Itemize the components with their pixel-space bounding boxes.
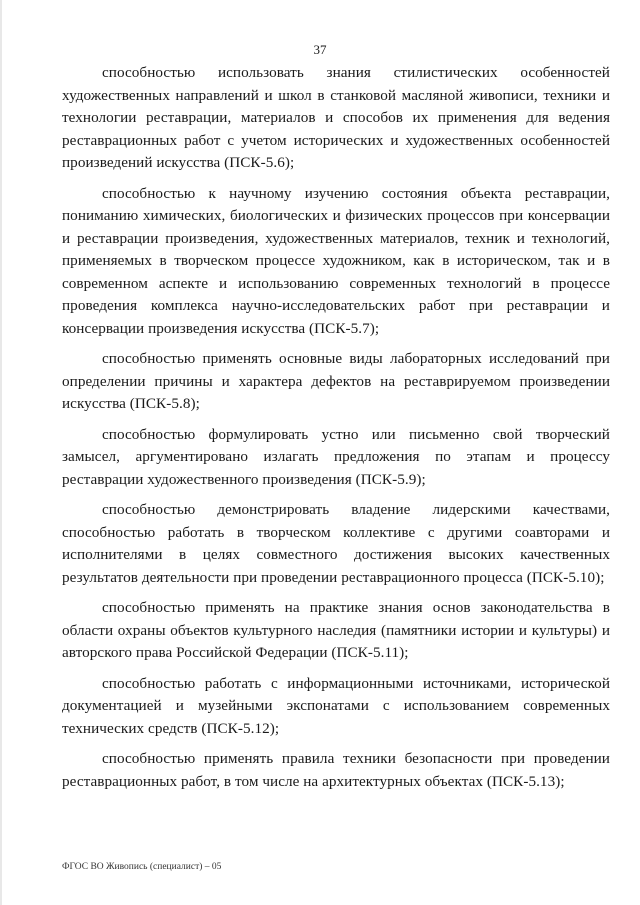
paragraph-psk-5-7: способностью к научному изучению состояния объекта реставрации, пониманию химических, биологических и физических процессов при консервации и реставрации произведения, художественных материалов, техник и технологий, применяемых в творческом процессе художником, как в историческом, так и в современном аспекте и использованию современных технологий в процессе проведения комплекса научно-исследовательских работ при реставрации и консервации произведения искусства (ПСК-5.7); bbox=[62, 184, 610, 337]
paragraph-psk-5-11: способностью применять на практике знания основ законодательства в области охраны объектов культурного наследия (памятники истории и культуры) и авторского права Российской Федерации (ПСК-5.11); bbox=[62, 599, 610, 661]
paragraph-psk-5-8: способностью применять основные виды лабораторных исследований при определении причины и характера дефектов на реставрируемом произведении искусства (ПСК-5.8); bbox=[62, 350, 610, 412]
paragraph-psk-5-6: способностью использовать знания стилистических особенностей художественных направлений и школ в станковой масляной живописи, техники и технологии реставрации, материалов и способов их применения для ведения реставрационных работ с учетом исторических и художественных особенностей произведений искусства (ПСК-5.6); bbox=[62, 64, 610, 171]
paragraph-psk-5-13: способностью применять правила техники безопасности при проведении реставрационных работ, в том числе на архитектурных объектах (ПСК-5.13); bbox=[62, 750, 610, 790]
paragraph-psk-5-10: способностью демонстрировать владение лидерскими качествами, способностью работать в творческом коллективе с другими соавторами и исполнителями в целях совместного достижения высоких качественных результатов деятельности при проведении реставрационного процесса (ПСК-5.10); bbox=[62, 501, 610, 586]
scan-edge bbox=[0, 0, 2, 905]
page-number: 37 bbox=[313, 42, 327, 57]
document-body bbox=[62, 62, 610, 801]
document-footer: ФГОС ВО Живопись (специалист) – 05 bbox=[62, 862, 222, 872]
paragraph-psk-5-9: способностью формулировать устно или письменно свой творческий замысел, аргументировано излагать предложения по этапам и процессу реставрации художественного произведения (ПСК-5.9); bbox=[62, 425, 610, 488]
paragraph-psk-5-12: способностью работать с информационными источниками, исторической документацией и музейными экспонатами с использованием современных технических средств (ПСК-5.12); bbox=[62, 674, 610, 737]
